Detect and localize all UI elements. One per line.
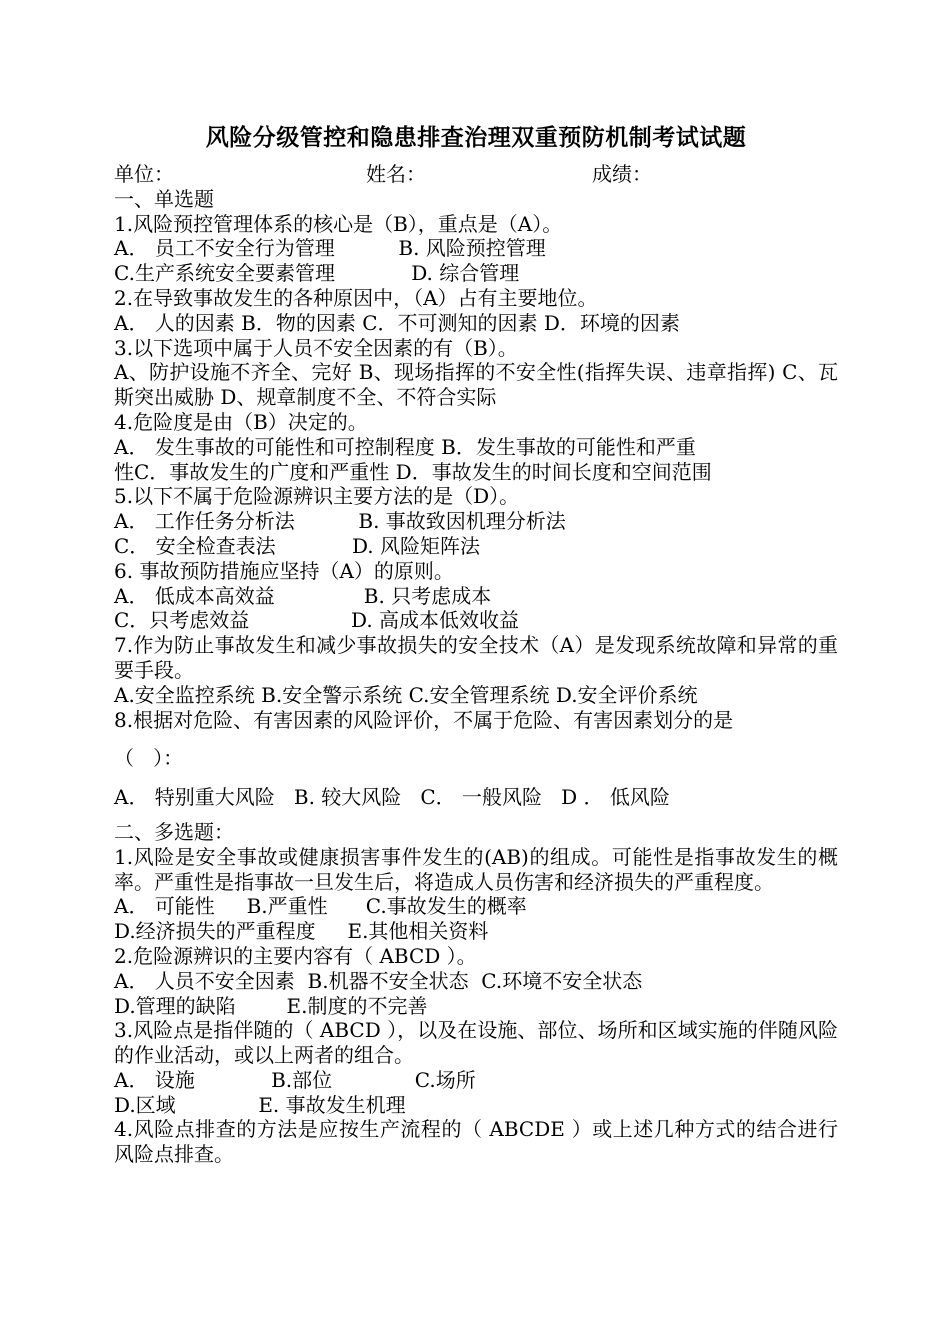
question-options: A． 特别重大风险 B. 较大风险 C． 一般风险 D ． 低风险 bbox=[114, 785, 670, 810]
question-options: A． 人的因素 B．物的因素 C．不可测知的因素 D．环境的因素 bbox=[114, 310, 680, 335]
question-options: A． 低成本高效益 B. 只考虑成本 bbox=[114, 583, 492, 608]
question-stem: 5.以下不属于危险源辨识主要方法的是（D）。 bbox=[114, 484, 520, 509]
question-options: D.经济损失的严重程度 E.其他相关资料 bbox=[114, 919, 489, 944]
question-stem: 3.风险点是指伴随的（ ABCD ），以及在设施、部位、场所和区域实施的伴随风险的作业活动，或以上两者的组合。 bbox=[114, 1018, 838, 1068]
question-options: C.生产系统安全要素管理 D. 综合管理 bbox=[114, 261, 520, 286]
question-stem: 6. 事故预防措施应坚持（A）的原则。 bbox=[114, 558, 454, 583]
name-label: 姓名： bbox=[366, 162, 426, 186]
answer-blank: （ ）： bbox=[114, 746, 184, 771]
question-stem: 8.根据对危险、有害因素的风险评价，不属于危险、有害因素划分的是 bbox=[114, 707, 734, 732]
question-stem: 2.在导致事故发生的各种原因中，（A）占有主要地位。 bbox=[114, 285, 598, 310]
question-stem: 1.风险预控管理体系的核心是（B），重点是（A）。 bbox=[114, 211, 563, 236]
question-options: A、防护设施不齐全、完好 B、现场指挥的不安全性(指挥失误、违章指挥) C、瓦斯突出威胁 D、规章制度不全、不符合实际 bbox=[114, 360, 838, 410]
question-options: D.区域 E. 事故发生机理 bbox=[114, 1092, 406, 1117]
question-options: 性C．事故发生的广度和严重性 D．事故发生的时间长度和空间范围 bbox=[114, 459, 712, 484]
question-options: A． 可能性 B.严重性 C.事故发生的概率 bbox=[114, 894, 527, 919]
question-options: C． 安全检查表法 D. 风险矩阵法 bbox=[114, 533, 480, 558]
question-stem: 1.风险是安全事故或健康损害事件发生的(AB)的组成。可能性是指事故发生的概率。严重性是指事故一旦发生后，将造成人员伤害和经济损失的严重程度。 bbox=[114, 844, 838, 894]
question-stem: 2.危险源辨识的主要内容有（ ABCD ）。 bbox=[114, 943, 477, 968]
exam-page bbox=[114, 118, 838, 1167]
question-stem: 4.风险点排查的方法是应按生产流程的（ ABCDE ）或上述几种方式的结合进行风险点排查。 bbox=[114, 1117, 838, 1167]
unit-label: 单位： bbox=[114, 162, 174, 186]
question-options: A． 人员不安全因素 B.机器不安全状态 C.环境不安全状态 bbox=[114, 968, 643, 993]
question-options: A． 员工不安全行为管理 B. 风险预控管理 bbox=[114, 236, 546, 261]
exam-header bbox=[114, 162, 838, 187]
question-stem: 3.以下选项中属于人员不安全因素的有（B）。 bbox=[114, 335, 518, 360]
document-title: 风险分级管控和隐患排查治理双重预防机制考试试题 bbox=[205, 125, 747, 151]
question-stem: 4.危险度是由（B）决定的。 bbox=[114, 409, 368, 434]
section-heading-multi: 二、多选题： bbox=[114, 819, 234, 844]
question-options: C．只考虑效益 D. 高成本低效收益 bbox=[114, 608, 520, 633]
section-heading-single: 一、单选题 bbox=[114, 186, 214, 211]
section-spacer bbox=[114, 810, 838, 820]
question-stem: 7.作为防止事故发生和减少事故损失的安全技术（A）是发现系统故障和异常的重要手段。 bbox=[114, 633, 838, 682]
question-options: A． 工作任务分析法 B. 事故致因机理分析法 bbox=[114, 509, 566, 534]
score-label: 成绩： bbox=[592, 162, 652, 186]
question-options: D.管理的缺陷 E.制度的不完善 bbox=[114, 993, 428, 1018]
question-options: A.安全监控系统 B.安全警示系统 C.安全管理系统 D.安全评价系统 bbox=[114, 682, 698, 707]
question-options: A． 发生事故的可能性和可控制程度 B．发生事故的可能性和严重 bbox=[114, 434, 696, 459]
question-options: A． 设施 B.部位 C.场所 bbox=[114, 1067, 476, 1092]
